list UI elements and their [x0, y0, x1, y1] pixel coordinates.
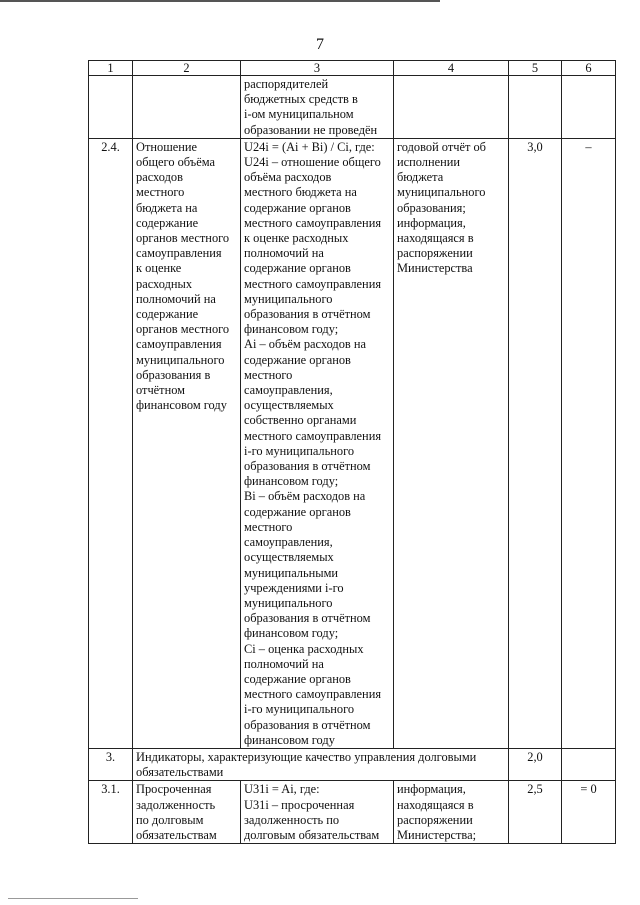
formula-cell: U24i = (Ai + Bi) / Ci, где: U24i – отношение общего объёма расходов местного бюджета на содержание органов местного самоуправления к оценке расходных полномочий на содержание органов местного самоуправления муниципального образования в отчётном финансовом году; Ai – объём расходов на содержание органов местного самоуправления, осуществляемых собственно органами местного самоуправления i-го муниципального образования в отчётном финансовом году; Bi – объём расходов на содержание органов местного самоуправления, осуществляемых муниципальными учреждениями i-го муниципального образования в отчётном финансовом году; Ci – оценка расходных полномочий на содержание органов местного самоуправления i-го муниципального образования в отчётном финансовом году [241, 138, 394, 748]
header-col-6: 6 [562, 61, 616, 76]
page-number: 7 [316, 36, 324, 53]
weight-cell: 2,0 [509, 748, 562, 780]
header-row [89, 61, 616, 76]
table-row [89, 781, 616, 844]
section-title: Индикаторы, характеризующие качество управления долговыми обязательствами [133, 748, 509, 780]
table-row [89, 138, 616, 748]
value-cell: – [562, 138, 616, 748]
indicator-table [88, 60, 616, 844]
value-cell [562, 748, 616, 780]
formula-cell: U31i = Ai, где: U31i – просроченная задолженность по долговым обязательствам [241, 781, 394, 844]
indicator-name: Отношение общего объёма расходов местного бюджета на содержание органов местного самоуправления к оценке расходных полномочий на содержание органов местного самоуправления муниципального образования в отчётном финансовом году [133, 138, 241, 748]
top-rule [0, 0, 440, 2]
source-cell: годовой отчёт об исполнении бюджета муниципального образования; информация, находящаяся в распоряжении Министерства [394, 138, 509, 748]
value-cell [562, 76, 616, 139]
header-col-4: 4 [394, 61, 509, 76]
header-col-5: 5 [509, 61, 562, 76]
source-cell [394, 76, 509, 139]
indicator-name [133, 76, 241, 139]
row-number: 3. [89, 748, 133, 780]
weight-cell: 2,5 [509, 781, 562, 844]
table-row [89, 748, 616, 780]
row-number [89, 76, 133, 139]
indicator-name: Просроченная задолженность по долговым обязательствам [133, 781, 241, 844]
formula-cell: распорядителей бюджетных средств в i-ом муниципальном образовании не проведён [241, 76, 394, 139]
header-col-1: 1 [89, 61, 133, 76]
row-number: 3.1. [89, 781, 133, 844]
table-row [89, 76, 616, 139]
table-body [89, 76, 616, 844]
source-cell: информация, находящаяся в распоряжении Министерства; [394, 781, 509, 844]
weight-cell: 3,0 [509, 138, 562, 748]
bottom-rule [8, 898, 138, 899]
value-cell: = 0 [562, 781, 616, 844]
header-col-3: 3 [241, 61, 394, 76]
row-number: 2.4. [89, 138, 133, 748]
weight-cell [509, 76, 562, 139]
header-col-2: 2 [133, 61, 241, 76]
